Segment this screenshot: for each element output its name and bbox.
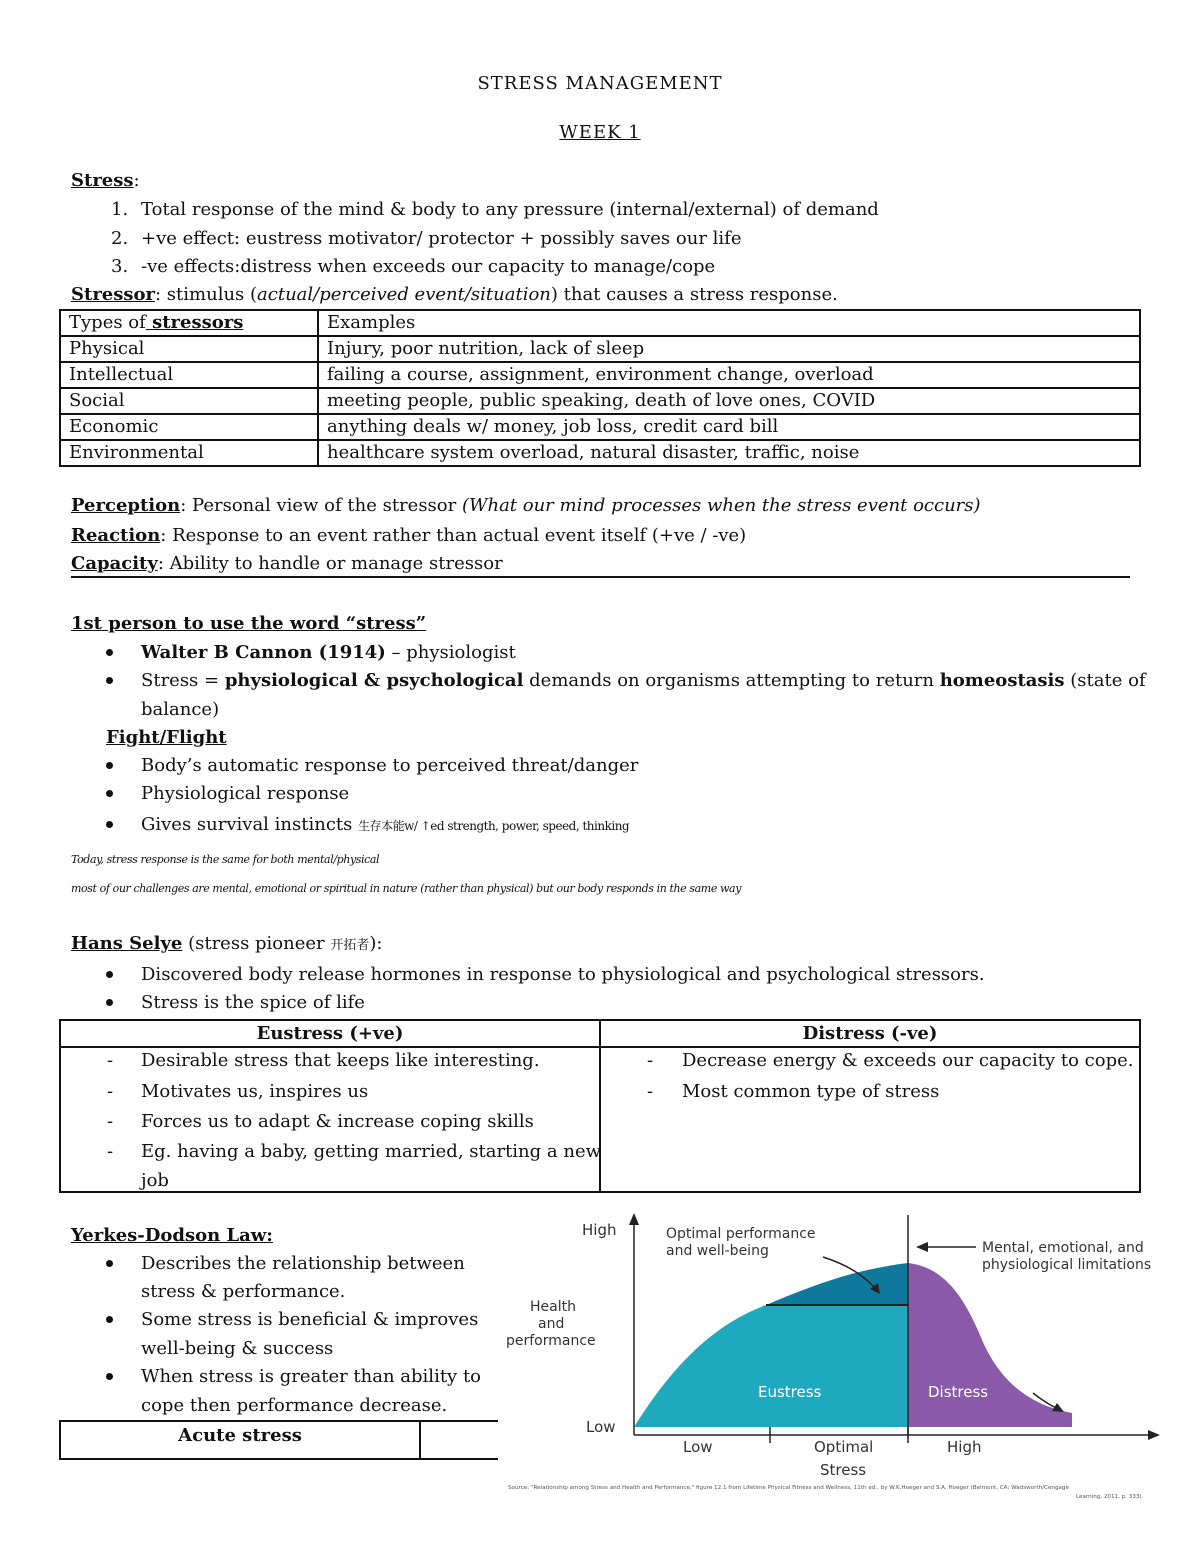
- stress-definition-label: Stress:: [71, 170, 140, 191]
- table-cell-example: failing a course, assignment, environment change, overload: [318, 362, 1140, 388]
- acute-stress-header: Acute stress: [61, 1422, 421, 1458]
- section-divider: [71, 576, 1130, 578]
- list-item-continuation: balance): [141, 699, 220, 720]
- y-axis-label: performance: [506, 1333, 596, 1349]
- distress-column: Distress (-ve) - Decrease energy & exceeds our capacity to cope. - Most common type of stress: [601, 1021, 1139, 1191]
- table-cell-type: Environmental: [60, 440, 318, 466]
- acute-stress-table: [59, 1420, 499, 1460]
- list-item: Body’s automatic response to perceived threat/danger: [141, 755, 639, 776]
- capacity-definition: Capacity: Ability to handle or manage stressor: [71, 553, 503, 574]
- yerkes-dodson-heading: Yerkes-Dodson Law:: [71, 1225, 273, 1246]
- eustress-item-continuation: job: [141, 1170, 169, 1191]
- table-row: [60, 362, 1140, 388]
- table-cell-example: anything deals w/ money, job loss, credit card bill: [318, 414, 1140, 440]
- y-axis-high: High: [582, 1221, 617, 1239]
- fight-flight-heading: Fight/Flight: [106, 727, 227, 748]
- list-item: Gives survival instincts 生存本能w/ ↑ed strength, power, speed, thinking: [141, 814, 630, 835]
- table-cell-type: Intellectual: [60, 362, 318, 388]
- table-header-type: Types of stressors: [60, 310, 318, 336]
- y-axis-low: Low: [586, 1418, 616, 1436]
- optimal-annotation: and well-being: [666, 1243, 769, 1259]
- limits-annotation: physiological limitations: [982, 1257, 1152, 1273]
- distress-label: Distress: [928, 1383, 989, 1401]
- stressor-table: [59, 309, 1141, 467]
- list-item-continuation: well-being & success: [141, 1338, 334, 1359]
- yerkes-dodson-figure: [498, 1205, 1178, 1505]
- eustress-item: Forces us to adapt & increase coping skills: [141, 1111, 534, 1132]
- x-axis-low: Low: [683, 1438, 713, 1456]
- y-axis-label: and: [538, 1316, 565, 1332]
- bullet: [106, 677, 113, 684]
- bullet: [106, 999, 113, 1006]
- list-item: Stress = physiological & psychological demands on organisms attempting to return homeostasis (state of: [141, 670, 1146, 691]
- eustress-column: Eustress (+ve) - Desirable stress that keeps like interesting. - Motivates us, inspires us - Forces us to adapt & increase coping skills - Eg. having a baby, getting married, starting a new job: [61, 1021, 601, 1191]
- list-item-continuation: stress & performance.: [141, 1281, 346, 1302]
- list-item: Walter B Cannon (1914) – physiologist: [141, 642, 516, 663]
- eustress-item: Desirable stress that keeps like interesting.: [141, 1050, 540, 1071]
- list-item: Physiological response: [141, 783, 350, 804]
- list-item: When stress is greater than ability to: [141, 1366, 482, 1387]
- list-number: 1.: [111, 199, 129, 220]
- eustress-header: Eustress (+ve): [61, 1021, 599, 1048]
- distress-header: Distress (-ve): [601, 1021, 1139, 1048]
- list-item: Some stress is beneficial & improves: [141, 1309, 479, 1330]
- table-cell-example: meeting people, public speaking, death of love ones, COVID: [318, 388, 1140, 414]
- table-row: [60, 336, 1140, 362]
- table-header-examples: Examples: [318, 310, 1140, 336]
- distress-item: Most common type of stress: [682, 1081, 940, 1102]
- list-item: Describes the relationship between: [141, 1253, 465, 1274]
- figure-source: Source: "Relationship among Stress and Health and Performance," figure 12.1 from Lifetime Physical Fitness and Wellness, 11th ed., by W.K.Hoeger and S.A. Hoeger (Belmont, CA: Wadsworth/Cengage: [508, 1485, 1069, 1491]
- reaction-definition: Reaction: Response to an event rather than actual event itself (+ve / -ve): [71, 525, 747, 546]
- table-cell-example: healthcare system overload, natural disaster, traffic, noise: [318, 440, 1140, 466]
- y-axis-label: Health: [530, 1299, 576, 1315]
- bullet: [106, 1260, 113, 1267]
- perception-definition: Perception: Personal view of the stressor (What our mind processes when the stress event occurs): [71, 495, 981, 516]
- selye-heading: Hans Selye (stress pioneer 开拓者):: [71, 933, 383, 954]
- list-number: 2.: [111, 228, 129, 249]
- table-cell-type: Physical: [60, 336, 318, 362]
- table-cell-example: Injury, poor nutrition, lack of sleep: [318, 336, 1140, 362]
- table-row: [60, 388, 1140, 414]
- list-number: 3.: [111, 256, 129, 277]
- bullet: [106, 762, 113, 769]
- page-title: STRESS MANAGEMENT: [477, 73, 723, 94]
- bullet: [106, 821, 113, 828]
- x-axis-optimal: Optimal: [814, 1438, 874, 1456]
- bullet: [106, 790, 113, 797]
- eustress-distress-table: [59, 1019, 1141, 1193]
- table-cell-type: Social: [60, 388, 318, 414]
- eustress-item: Eg. having a baby, getting married, starting a new: [141, 1141, 602, 1162]
- limits-annotation: Mental, emotional, and: [982, 1240, 1144, 1256]
- optimal-annotation: Optimal performance: [666, 1226, 816, 1242]
- table-header-row: [60, 310, 1140, 336]
- list-item: +ve effect: eustress motivator/ protector + possibly saves our life: [141, 228, 742, 249]
- list-item: Total response of the mind & body to any pressure (internal/external) of demand: [141, 199, 879, 220]
- figure-source: Learning, 2011, p. 333).: [1076, 1494, 1144, 1500]
- distress-item: Decrease energy & exceeds our capacity to cope.: [682, 1050, 1134, 1071]
- bullet: [106, 1316, 113, 1323]
- table-row: [60, 414, 1140, 440]
- x-axis-label: Stress: [820, 1461, 867, 1479]
- eustress-item: Motivates us, inspires us: [141, 1081, 369, 1102]
- list-item: Stress is the spice of life: [141, 992, 365, 1013]
- list-item-continuation: cope then performance decrease.: [141, 1395, 448, 1416]
- x-axis-high: High: [947, 1438, 982, 1456]
- list-item: Discovered body release hormones in response to physiological and psychological stressors.: [141, 964, 985, 985]
- handwritten-note: 生存本能w/ ↑ed strength, power, speed, thinking: [358, 819, 630, 833]
- stressor-definition: Stressor: stimulus (actual/perceived event/situation) that causes a stress response.: [71, 284, 838, 305]
- eustress-label: Eustress: [758, 1383, 822, 1401]
- note-line: Today, stress response is the same for both mental/physical: [71, 853, 380, 866]
- first-person-heading: 1st person to use the word “stress”: [71, 613, 427, 634]
- note-line: most of our challenges are mental, emotional or spiritual in nature (rather than physical) but our body responds in the same way: [71, 882, 742, 895]
- table-row: [60, 440, 1140, 466]
- list-item: -ve effects:distress when exceeds our capacity to manage/cope: [141, 256, 716, 277]
- bullet: [106, 1373, 113, 1380]
- bullet: [106, 649, 113, 656]
- week-heading: WEEK 1: [559, 122, 641, 143]
- table-cell-type: Economic: [60, 414, 318, 440]
- bullet: [106, 971, 113, 978]
